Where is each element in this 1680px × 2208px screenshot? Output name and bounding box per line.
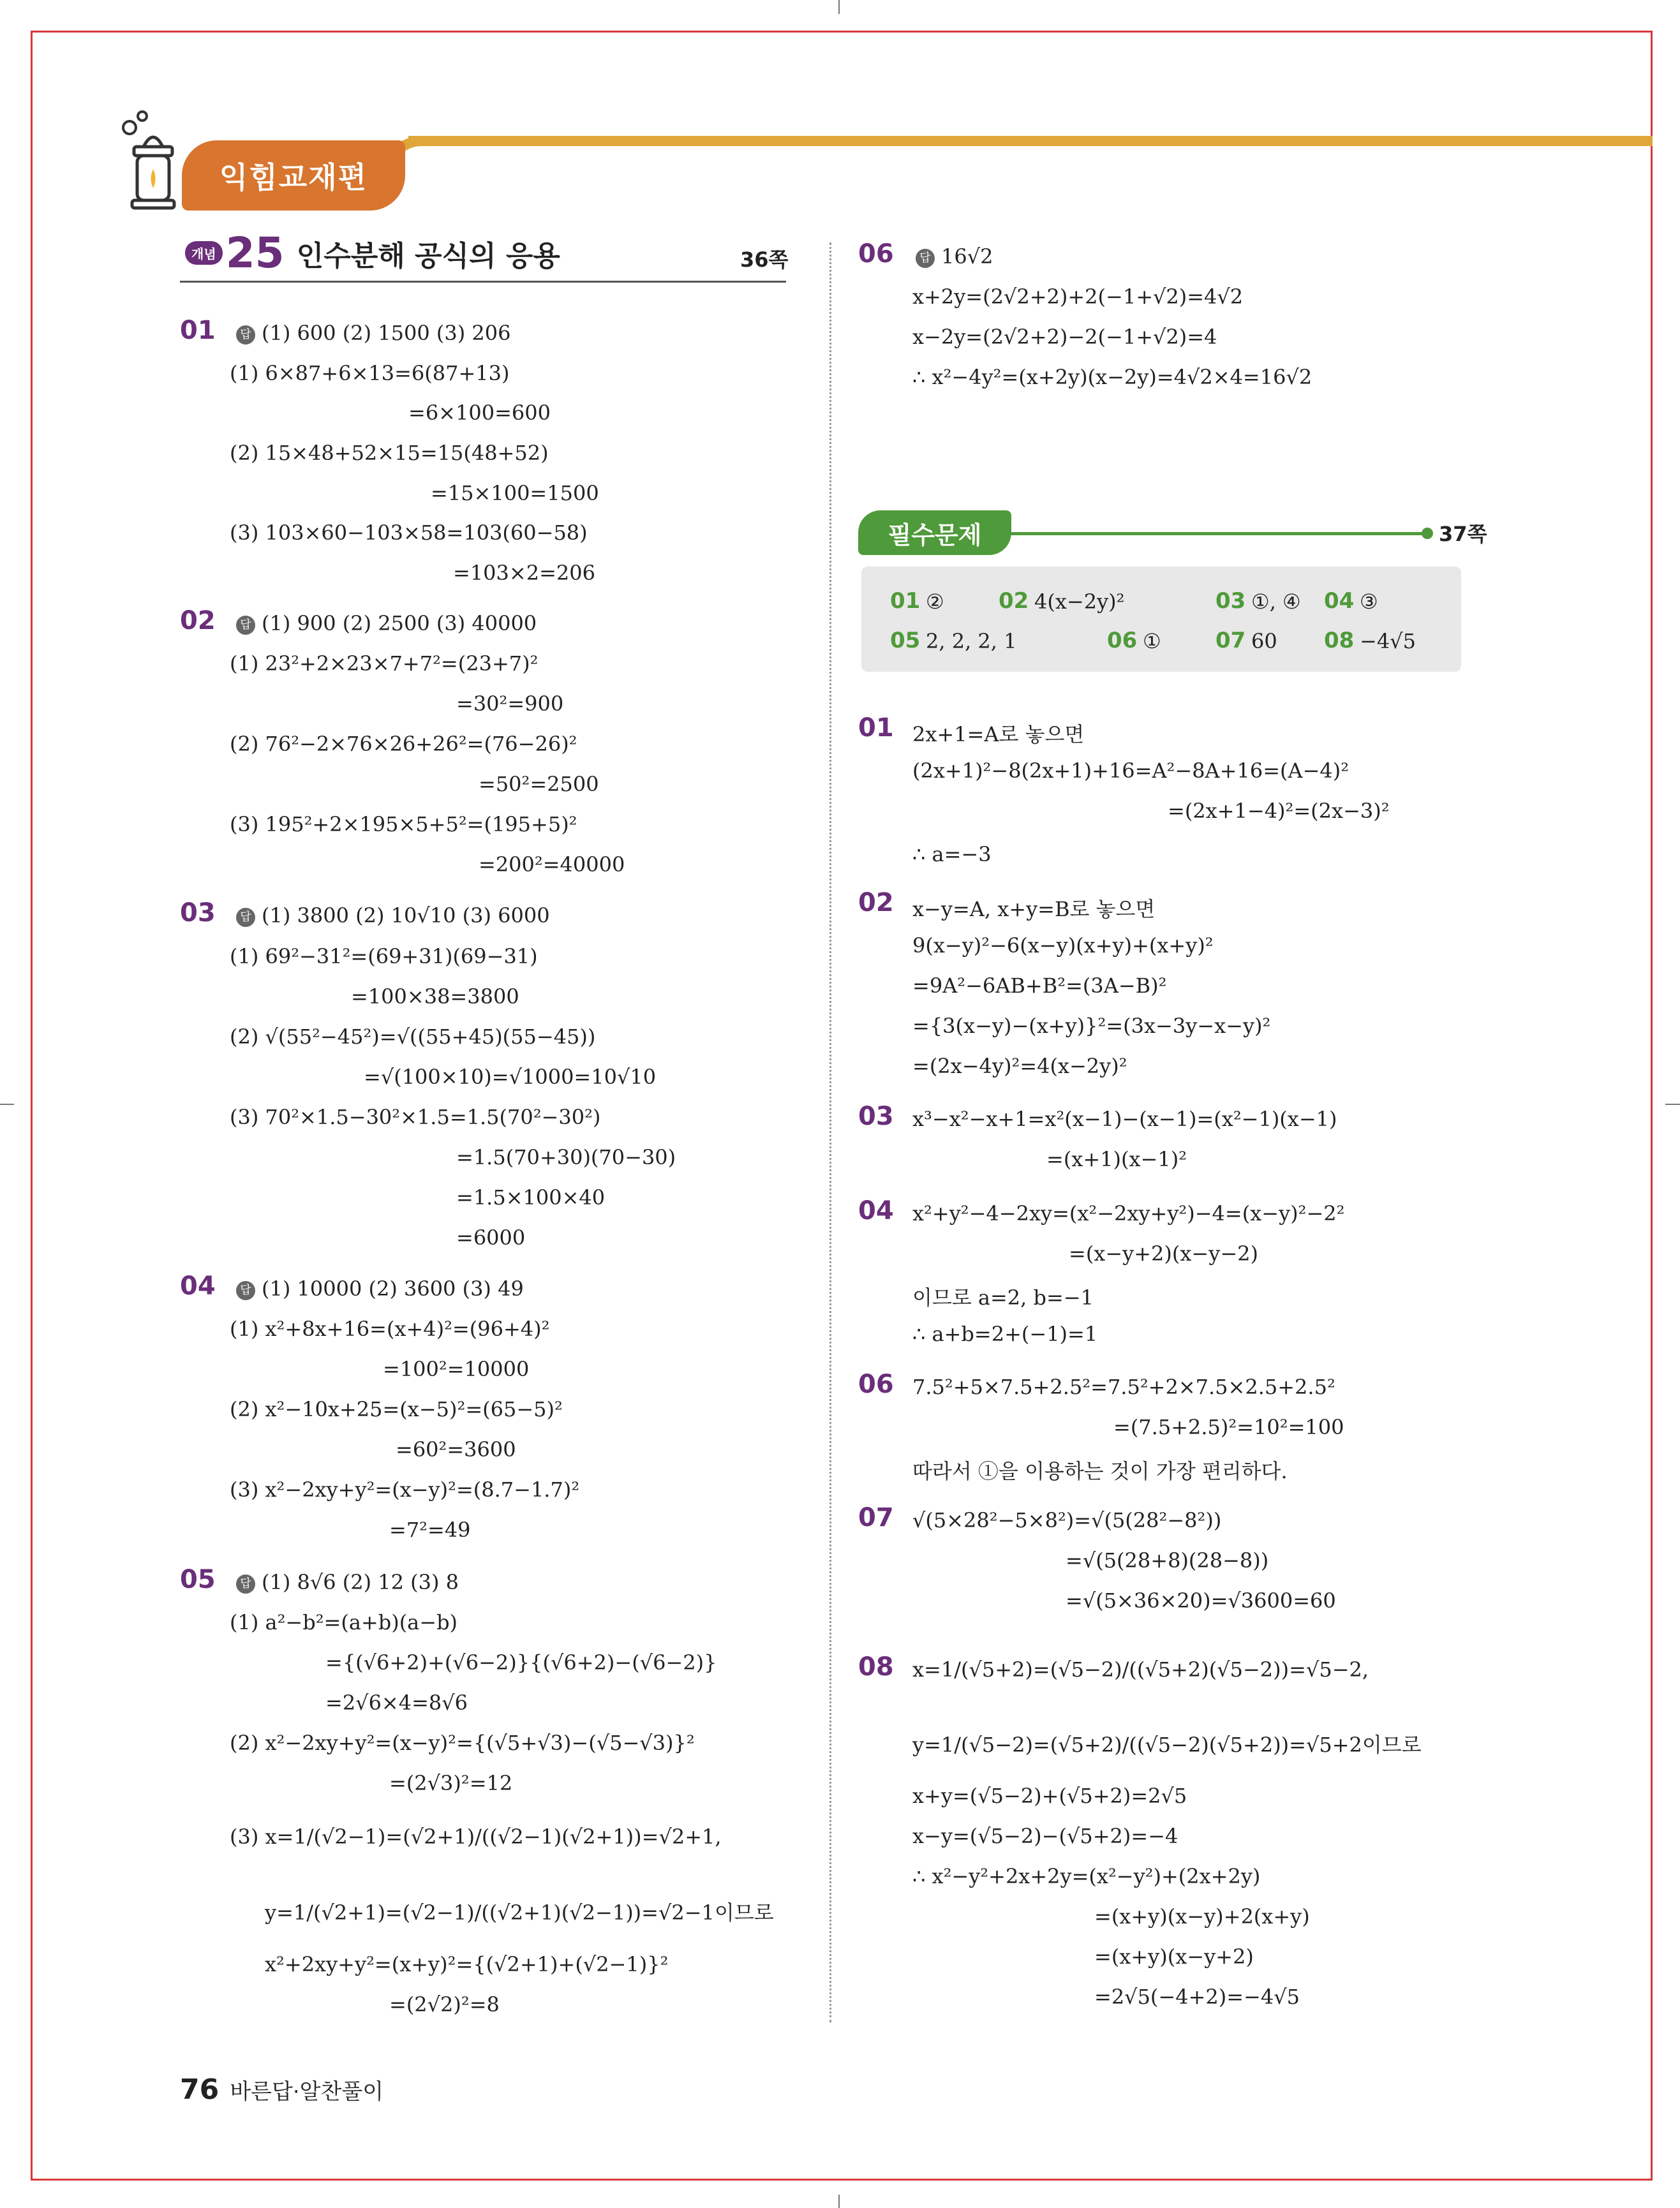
solution-line bbox=[912, 1508, 1221, 1532]
line-text: =√(100×10)=√1000=10√10 bbox=[364, 1065, 657, 1089]
solution-line bbox=[912, 974, 1166, 998]
answer-line bbox=[236, 1570, 459, 1594]
question-number: 02 bbox=[180, 606, 216, 635]
section-number: 25 bbox=[225, 228, 285, 278]
line-text: y=1/(√5−2)=(√5+2)/((√5−2)(√5+2))=√5+2이므로 bbox=[912, 1733, 1422, 1757]
solution-line bbox=[389, 1771, 512, 1795]
section-page: 36쪽 bbox=[740, 248, 789, 272]
line-text: (3) 70²×1.5−30²×1.5=1.5(70²−30²) bbox=[230, 1105, 601, 1129]
solution-line bbox=[912, 365, 1312, 389]
solution-line bbox=[912, 1784, 1187, 1808]
solution-line bbox=[1094, 1945, 1254, 1969]
solution-line bbox=[479, 852, 625, 877]
crop-mark bbox=[838, 0, 840, 14]
solution-line bbox=[1046, 1147, 1187, 1171]
answer-key: 01 bbox=[890, 588, 921, 614]
line-text: (2) √(55²−45²)=√((55+45)(55−45)) bbox=[230, 1025, 596, 1049]
line-text: (1) 10000 (2) 3600 (3) 49 bbox=[262, 1277, 524, 1301]
book-title: 바른답·알찬풀이 bbox=[230, 2079, 384, 2105]
line-text: 따라서 ①을 이용하는 것이 가장 편리하다. bbox=[912, 1459, 1288, 1483]
line-text: =6000 bbox=[456, 1226, 526, 1250]
solution-line bbox=[230, 1317, 549, 1341]
solution-line bbox=[230, 1825, 722, 1849]
footer bbox=[180, 2073, 383, 2106]
answer-line bbox=[236, 611, 537, 635]
solution-line bbox=[912, 285, 1243, 309]
line-text: x³−x²−x+1=x²(x−1)−(x−1)=(x²−1)(x−1) bbox=[912, 1107, 1337, 1131]
line-text: x=1/(√5+2)=(√5−2)/((√5+2)(√5−2))=√5−2, bbox=[912, 1657, 1369, 1682]
solution-line bbox=[456, 1145, 676, 1169]
answer-line bbox=[916, 244, 993, 269]
question-number: 04 bbox=[180, 1271, 216, 1301]
header-bar bbox=[408, 136, 1653, 146]
solution-line bbox=[456, 1226, 525, 1250]
answer-value: 2, 2, 2, 1 bbox=[926, 629, 1017, 653]
solution-line bbox=[230, 944, 538, 968]
line-text: 2x+1=A로 놓으면 bbox=[912, 722, 1085, 746]
solution-line bbox=[1094, 1985, 1300, 2009]
line-text: =√(5(28+8)(28−8)) bbox=[1066, 1548, 1269, 1573]
answer-icon: 답 bbox=[236, 616, 255, 635]
line-text: =(x−y+2)(x−y−2) bbox=[1069, 1241, 1258, 1266]
line-text: =2√6×4=8√6 bbox=[325, 1691, 468, 1715]
line-text: =7²=49 bbox=[389, 1518, 471, 1542]
line-text: 16√2 bbox=[941, 244, 993, 269]
line-text: =30²=900 bbox=[456, 692, 564, 716]
line-text: =√(5×36×20)=√3600=60 bbox=[1066, 1589, 1336, 1613]
answer-key: 04 bbox=[1324, 588, 1355, 614]
question-number: 01 bbox=[180, 316, 216, 345]
question-number: 03 bbox=[858, 1102, 894, 1131]
solution-line bbox=[230, 441, 549, 465]
line-text: =(x+y)(x−y+2) bbox=[1094, 1945, 1254, 1969]
answer-icon: 답 bbox=[236, 325, 255, 345]
question-number: 04 bbox=[858, 1196, 894, 1226]
line-text: =(2x+1−4)²=(2x−3)² bbox=[1168, 799, 1390, 823]
solution-line bbox=[230, 812, 577, 836]
solution-line bbox=[230, 1025, 595, 1049]
answer-line bbox=[236, 903, 550, 928]
question-number: 06 bbox=[858, 1370, 894, 1399]
answer-key: 05 bbox=[890, 628, 921, 653]
solution-line bbox=[1066, 1589, 1336, 1613]
solution-line bbox=[912, 759, 1349, 783]
answer-key: 03 bbox=[1215, 588, 1246, 614]
answer-value: 4(x−2y)² bbox=[1034, 589, 1125, 614]
line-text: (2) x²−2xy+y²=(x−y)²={(√5+√3)−(√5−√3)}² bbox=[230, 1731, 695, 1755]
solution-line bbox=[408, 401, 551, 425]
crop-mark bbox=[0, 1104, 14, 1105]
answer-value: ① bbox=[1143, 629, 1161, 653]
solution-line bbox=[912, 718, 1084, 748]
essential-rule bbox=[1008, 532, 1429, 535]
answer-key: 07 bbox=[1215, 628, 1246, 653]
answer-value: −4√5 bbox=[1360, 629, 1416, 653]
answer-value: ①, ④ bbox=[1251, 589, 1301, 614]
solution-line bbox=[912, 1322, 1097, 1346]
essential-page: 37쪽 bbox=[1439, 522, 1487, 546]
solution-line bbox=[325, 1691, 468, 1715]
solution-line bbox=[230, 361, 509, 385]
chapter-tab: 익힘교재편 bbox=[182, 140, 405, 211]
answer-icon: 답 bbox=[916, 249, 935, 268]
solution-line bbox=[265, 1897, 774, 1926]
solution-line bbox=[912, 1729, 1422, 1758]
solution-line bbox=[230, 1478, 579, 1502]
answer-key: 08 bbox=[1324, 628, 1355, 653]
line-text: =(x+y)(x−y)+2(x+y) bbox=[1094, 1904, 1310, 1929]
solution-line bbox=[1168, 799, 1390, 823]
essential-tab: 필수문제 bbox=[858, 510, 1011, 555]
solution-line bbox=[230, 732, 577, 756]
solution-line bbox=[1069, 1241, 1258, 1266]
solution-line bbox=[912, 1824, 1178, 1848]
answer-line bbox=[236, 1277, 524, 1301]
line-text: x²+2xy+y²=(x+y)²={(√2+1)+(√2−1)}² bbox=[265, 1952, 669, 1976]
line-text: x+y=(√5−2)+(√5+2)=2√5 bbox=[912, 1784, 1187, 1808]
line-text: ∴ a+b=2+(−1)=1 bbox=[912, 1322, 1098, 1346]
answer-value: ③ bbox=[1360, 589, 1378, 614]
crop-mark bbox=[1665, 1104, 1680, 1105]
line-text: (1) 900 (2) 2500 (3) 40000 bbox=[262, 611, 537, 635]
solution-line bbox=[912, 1107, 1337, 1131]
section-heading bbox=[185, 228, 560, 278]
answer-key: 02 bbox=[999, 588, 1029, 614]
solution-line bbox=[1066, 1548, 1268, 1573]
solution-line bbox=[456, 1185, 605, 1210]
line-text: ={(√6+2)+(√6−2)}{(√6+2)−(√6−2)} bbox=[325, 1650, 717, 1675]
solution-line bbox=[325, 1650, 717, 1675]
line-text: x−2y=(2√2+2)−2(−1+√2)=4 bbox=[912, 325, 1217, 349]
line-text: ∴ a=−3 bbox=[912, 842, 992, 866]
question-number: 08 bbox=[858, 1652, 894, 1682]
solution-line bbox=[912, 1455, 1288, 1485]
line-text: (1) 8√6 (2) 12 (3) 8 bbox=[262, 1570, 459, 1594]
line-text: =2√5(−4+2)=−4√5 bbox=[1094, 1985, 1300, 2009]
line-text: =50²=2500 bbox=[479, 772, 599, 796]
solution-line bbox=[912, 325, 1217, 349]
line-text: (2) 15×48+52×15=15(48+52) bbox=[230, 441, 549, 465]
line-text: =6×100=600 bbox=[408, 401, 551, 425]
line-text: =60²=3600 bbox=[396, 1437, 516, 1462]
section-rule bbox=[180, 281, 786, 283]
solution-line bbox=[389, 1992, 500, 2017]
question-number: 06 bbox=[858, 239, 894, 269]
solution-line bbox=[456, 692, 563, 716]
line-text: x−y=(√5−2)−(√5+2)=−4 bbox=[912, 1824, 1178, 1848]
solution-line bbox=[265, 1952, 668, 1976]
solution-line bbox=[230, 651, 538, 676]
crop-mark bbox=[838, 2195, 840, 2208]
line-text: =200²=40000 bbox=[479, 852, 625, 877]
solution-line bbox=[396, 1437, 516, 1462]
section-title: 인수분해 공식의 응용 bbox=[296, 239, 560, 272]
line-text: ={3(x−y)−(x+y)}²=(3x−3y−x−y)² bbox=[912, 1014, 1271, 1038]
solution-line bbox=[364, 1065, 656, 1089]
solution-line bbox=[912, 933, 1214, 958]
solution-line bbox=[912, 1657, 1369, 1682]
solution-line bbox=[230, 1610, 457, 1634]
line-text: =103×2=206 bbox=[453, 561, 595, 585]
solution-line bbox=[389, 1518, 471, 1542]
line-text: =100×38=3800 bbox=[351, 984, 519, 1009]
answer-box bbox=[861, 567, 1461, 672]
line-text: (2x+1)²−8(2x+1)+16=A²−8A+16=(A−4)² bbox=[912, 759, 1349, 783]
line-text: √(5×28²−5×8²)=√(5(28²−8²)) bbox=[912, 1508, 1222, 1532]
solution-line bbox=[383, 1357, 529, 1381]
solution-line bbox=[230, 1397, 563, 1421]
concept-badge: 개념 bbox=[185, 241, 223, 265]
line-text: =(x+1)(x−1)² bbox=[1046, 1147, 1187, 1171]
solution-line bbox=[351, 984, 519, 1009]
lamp-icon bbox=[118, 108, 188, 211]
solution-line bbox=[912, 1014, 1270, 1038]
column-divider bbox=[829, 242, 831, 2022]
line-text: (2) x²−10x+25=(x−5)²=(65−5)² bbox=[230, 1397, 563, 1421]
answer-value: 60 bbox=[1251, 629, 1277, 653]
solution-line bbox=[230, 1731, 695, 1755]
answer-line bbox=[236, 321, 510, 345]
line-text: y=1/(√2+1)=(√2−1)/((√2+1)(√2−1))=√2−1이므로 bbox=[265, 1901, 774, 1925]
line-text: =1.5(70+30)(70−30) bbox=[456, 1145, 676, 1169]
solution-line bbox=[912, 1201, 1344, 1226]
page-number: 76 bbox=[180, 2073, 219, 2106]
line-text: 이므로 a=2, b=−1 bbox=[912, 1286, 1094, 1310]
line-text: (2) 76²−2×76×26+26²=(76−26)² bbox=[230, 732, 577, 756]
solution-line bbox=[230, 521, 588, 545]
line-text: =(2x−4y)²=4(x−2y)² bbox=[912, 1054, 1127, 1078]
solution-line bbox=[479, 772, 599, 796]
line-text: 7.5²+5×7.5+2.5²=7.5²+2×7.5×2.5+2.5² bbox=[912, 1375, 1335, 1399]
line-text: =9A²−6AB+B²=(3A−B)² bbox=[912, 974, 1167, 998]
line-text: x−y=A, x+y=B로 놓으면 bbox=[912, 897, 1156, 921]
line-text: (3) x²−2xy+y²=(x−y)²=(8.7−1.7)² bbox=[230, 1478, 580, 1502]
solution-line bbox=[912, 1864, 1260, 1888]
line-text: (1) 69²−31²=(69+31)(69−31) bbox=[230, 944, 538, 968]
line-text: =15×100=1500 bbox=[431, 481, 599, 505]
line-text: ∴ x²−y²+2x+2y=(x²−y²)+(2x+2y) bbox=[912, 1864, 1261, 1888]
solution-line bbox=[1113, 1415, 1344, 1439]
line-text: (1) a²−b²=(a+b)(a−b) bbox=[230, 1610, 458, 1634]
line-text: (1) 600 (2) 1500 (3) 206 bbox=[262, 321, 511, 345]
line-text: =(2√3)²=12 bbox=[389, 1771, 513, 1795]
line-text: =100²=10000 bbox=[383, 1357, 530, 1381]
solution-line bbox=[431, 481, 599, 505]
line-text: (3) 195²+2×195×5+5²=(195+5)² bbox=[230, 812, 577, 836]
line-text: (1) 23²+2×23×7+7²=(23+7)² bbox=[230, 651, 539, 676]
solution-line bbox=[453, 561, 595, 585]
question-number: 03 bbox=[180, 898, 216, 928]
solution-line bbox=[912, 1375, 1335, 1399]
essential-rule-dot bbox=[1422, 528, 1433, 539]
line-text: (3) 103×60−103×58=103(60−58) bbox=[230, 521, 588, 545]
line-text: x²+y²−4−2xy=(x²−2xy+y²)−4=(x−y)²−2² bbox=[912, 1201, 1345, 1226]
question-number: 01 bbox=[858, 713, 894, 743]
answer-icon: 답 bbox=[236, 908, 255, 927]
solution-line bbox=[912, 1282, 1094, 1311]
question-number: 02 bbox=[858, 888, 894, 917]
solution-line bbox=[912, 1054, 1127, 1078]
line-text: =1.5×100×40 bbox=[456, 1185, 606, 1210]
line-text: (3) x=1/(√2−1)=(√2+1)/((√2−1)(√2+1))=√2+1, bbox=[230, 1825, 722, 1849]
answer-key: 06 bbox=[1107, 628, 1138, 653]
question-number: 07 bbox=[858, 1503, 894, 1532]
line-text: ∴ x²−4y²=(x+2y)(x−2y)=4√2×4=16√2 bbox=[912, 365, 1312, 389]
solution-line bbox=[912, 893, 1155, 922]
solution-line bbox=[1094, 1904, 1310, 1929]
line-text: x+2y=(2√2+2)+2(−1+√2)=4√2 bbox=[912, 285, 1244, 309]
line-text: (1) 3800 (2) 10√10 (3) 6000 bbox=[262, 903, 550, 928]
line-text: =(7.5+2.5)²=10²=100 bbox=[1113, 1415, 1344, 1439]
answer-icon: 답 bbox=[236, 1281, 255, 1300]
line-text: 9(x−y)²−6(x−y)(x+y)+(x+y)² bbox=[912, 933, 1214, 958]
question-number: 05 bbox=[180, 1565, 216, 1594]
solution-line bbox=[230, 1105, 600, 1129]
line-text: (1) 6×87+6×13=6(87+13) bbox=[230, 361, 510, 385]
line-text: =(2√2)²=8 bbox=[389, 1992, 500, 2017]
answer-icon: 답 bbox=[236, 1574, 255, 1594]
solution-line bbox=[912, 842, 992, 866]
line-text: (1) x²+8x+16=(x+4)²=(96+4)² bbox=[230, 1317, 550, 1341]
answer-value: ② bbox=[926, 589, 944, 614]
